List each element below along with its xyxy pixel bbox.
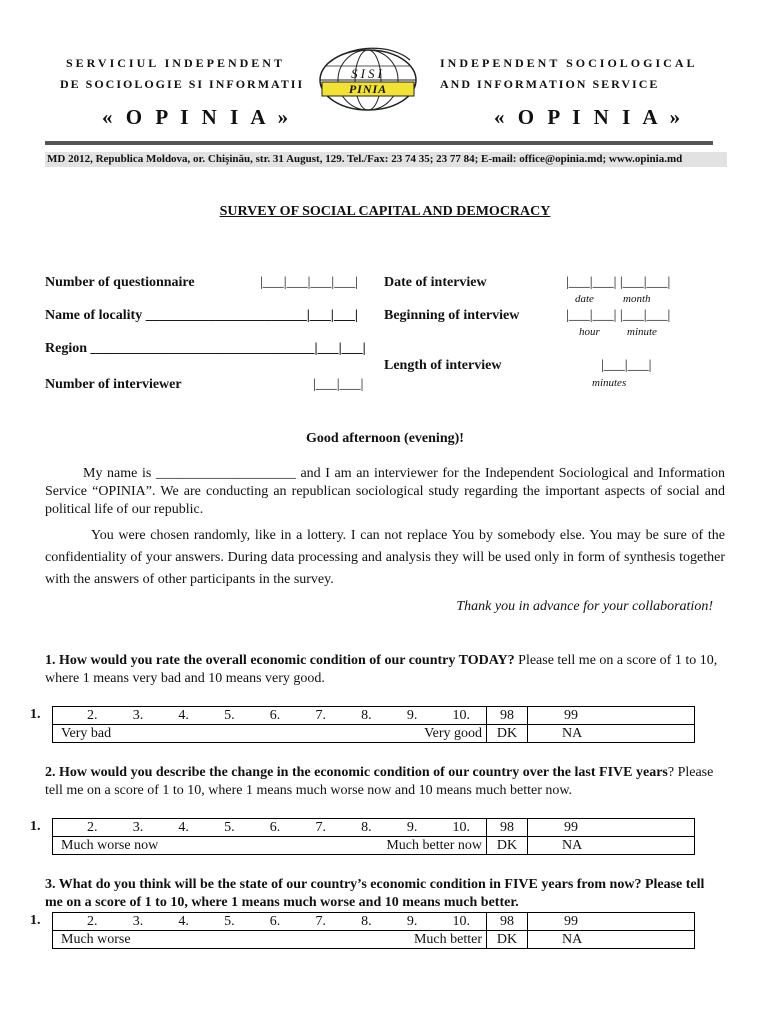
scale-option[interactable]: 10. — [452, 708, 470, 723]
scale-3-first[interactable]: 1. — [30, 913, 41, 928]
questionnaire-boxes[interactable]: |___|___|___|___| — [260, 275, 359, 290]
beginning-boxes[interactable]: |___|___| |___|___| — [566, 308, 671, 323]
locality-field[interactable]: Name of locality _______________________|___|___| — [45, 308, 358, 323]
date-sub: date — [575, 293, 594, 305]
minutes-sub: minutes — [592, 377, 627, 389]
question-2-rest: ? Please tell me on a score of 1 to 10, where 1 means much worse now and 10 means much better now. — [45, 765, 714, 798]
scale-option[interactable]: 8. — [361, 708, 372, 723]
intro-paragraph-2: You were chosen randomly, like in a lottery. I can not replace You by somebody else. You may be sure of the confidentiality of your answers. During data processing and analysis they will be used only in form of synthesis together with the answers of other participants in the survey. — [45, 528, 725, 587]
interviewer-boxes[interactable]: |___|___| — [313, 377, 364, 392]
question-1 — [45, 652, 720, 688]
scale-option[interactable]: 4. — [178, 708, 189, 723]
question-1-bold: 1. How would you rate the overall economic condition of our country TODAY? — [45, 653, 515, 668]
scale-option[interactable]: 8. — [361, 820, 372, 835]
questionnaire-label: Number of questionnaire — [45, 275, 195, 290]
question-2-bold: 2. How would you describe the change in the economic condition of our country over the last FIVE years — [45, 765, 668, 780]
header-left-line2: DE SOCIOLOGIE SI INFORMATII — [60, 77, 305, 91]
header-right-line2: AND INFORMATION SERVICE — [440, 77, 660, 91]
brand-left: « O P I N I A » — [102, 105, 293, 129]
question-3 — [45, 876, 720, 912]
scale-option[interactable]: 7. — [315, 914, 326, 929]
greeting: Good afternoon (evening)! — [306, 431, 464, 446]
dk-label: DK — [487, 725, 528, 743]
scale-option[interactable]: 3. — [132, 914, 144, 929]
region-field[interactable]: Region ________________________________|___|___| — [45, 341, 366, 356]
scale-option[interactable]: 9. — [406, 820, 418, 835]
scale-option[interactable]: 6. — [269, 820, 281, 835]
contact-bar: MD 2012, Republica Moldova, or. Chişinău, str. 31 August, 129. Tel./Fax: 23 74 35; 23 77 84; E-mail: office@opinia.md; www.opinia.md — [45, 152, 727, 167]
na-label: NA — [528, 725, 695, 743]
dk-code[interactable]: 98 — [487, 707, 528, 725]
date-label: Date of interview — [384, 275, 487, 290]
page-title: SURVEY OF SOCIAL CAPITAL AND DEMOCRACY — [219, 204, 551, 219]
scale-option[interactable]: 3. — [132, 820, 144, 835]
scale-table-3 — [52, 912, 695, 949]
length-boxes[interactable]: |___|___| — [601, 358, 652, 373]
scale-option[interactable]: 9. — [406, 708, 418, 723]
header-left-line1: SERVICIUL INDEPENDENT — [66, 56, 285, 70]
na-label: NA — [528, 931, 695, 949]
scale-option[interactable]: 10. — [452, 820, 470, 835]
scale-option[interactable]: 9. — [406, 914, 418, 929]
scale-low-label: Much worse — [61, 932, 131, 947]
question-3-bold: 3. What do you think will be the state of our country’s economic condition in FIVE years from now? Please tell me on a score of 1 to 10, where 1 means much worse and 10 means much better. — [45, 877, 705, 910]
scale-option[interactable]: 5. — [224, 914, 235, 929]
dk-label: DK — [487, 931, 528, 949]
brand-right: « O P I N I A » — [494, 105, 685, 129]
scale-option[interactable]: 7. — [315, 820, 326, 835]
dk-code[interactable]: 98 — [487, 913, 528, 931]
na-code[interactable]: 99 — [528, 707, 695, 725]
scale-option[interactable]: 6. — [269, 914, 281, 929]
opinia-logo — [312, 44, 424, 116]
scale-option[interactable]: 2. — [87, 708, 98, 723]
scale-low-label: Much worse now — [61, 838, 159, 853]
scale-option[interactable]: 10. — [452, 914, 470, 929]
header-rule — [45, 141, 713, 145]
header-right-line1: INDEPENDENT SOCIOLOGICAL — [440, 56, 698, 70]
scale-low-label: Very bad — [61, 726, 112, 741]
scale-1-first[interactable]: 1. — [30, 707, 41, 722]
na-code[interactable]: 99 — [528, 913, 695, 931]
scale-option[interactable]: 4. — [178, 820, 189, 835]
scale-option[interactable]: 7. — [315, 708, 326, 723]
scale-option[interactable]: 5. — [224, 708, 235, 723]
na-label: NA — [528, 837, 695, 855]
length-label: Length of interview — [384, 358, 502, 373]
scale-option[interactable]: 2. — [87, 914, 98, 929]
scale-option[interactable]: 5. — [224, 820, 235, 835]
na-code[interactable]: 99 — [528, 819, 695, 837]
logo-text-top: SISI — [351, 66, 385, 81]
scale-option[interactable]: 6. — [269, 708, 281, 723]
scale-option[interactable]: 4. — [178, 914, 189, 929]
scale-option[interactable]: 8. — [361, 914, 372, 929]
scale-table-1 — [52, 706, 695, 743]
month-sub: month — [623, 293, 651, 305]
dk-code[interactable]: 98 — [487, 819, 528, 837]
scale-option[interactable]: 2. — [87, 820, 98, 835]
scale-high-label: Very good — [424, 726, 482, 741]
hour-sub: hour — [579, 326, 600, 338]
scale-high-label: Much better — [413, 932, 482, 947]
dk-label: DK — [487, 837, 528, 855]
thanks-note: Thank you in advance for your collaboration! — [456, 599, 713, 614]
question-2 — [45, 764, 720, 800]
scale-2-first[interactable]: 1. — [30, 819, 41, 834]
scale-table-2 — [52, 818, 695, 855]
question-1-rest: Please tell me on a score of 1 to 10, where 1 means very bad and 10 means very good. — [45, 653, 718, 686]
intro-paragraph-1: My name is ____________________ and I am an interviewer for the Independent Sociological and Information Service “OPINIA”. We are conducting an republican sociological study regarding the important aspects of social and political life of our republic. — [45, 466, 725, 517]
scale-option[interactable]: 3. — [132, 708, 144, 723]
logo-text-bottom: PINIA — [348, 82, 388, 96]
scale-high-label: Much better now — [386, 838, 482, 853]
beginning-label: Beginning of interview — [384, 308, 520, 323]
minute-sub: minute — [627, 326, 657, 338]
date-boxes[interactable]: |___|___| |___|___| — [566, 275, 671, 290]
interviewer-label: Number of interviewer — [45, 377, 182, 392]
